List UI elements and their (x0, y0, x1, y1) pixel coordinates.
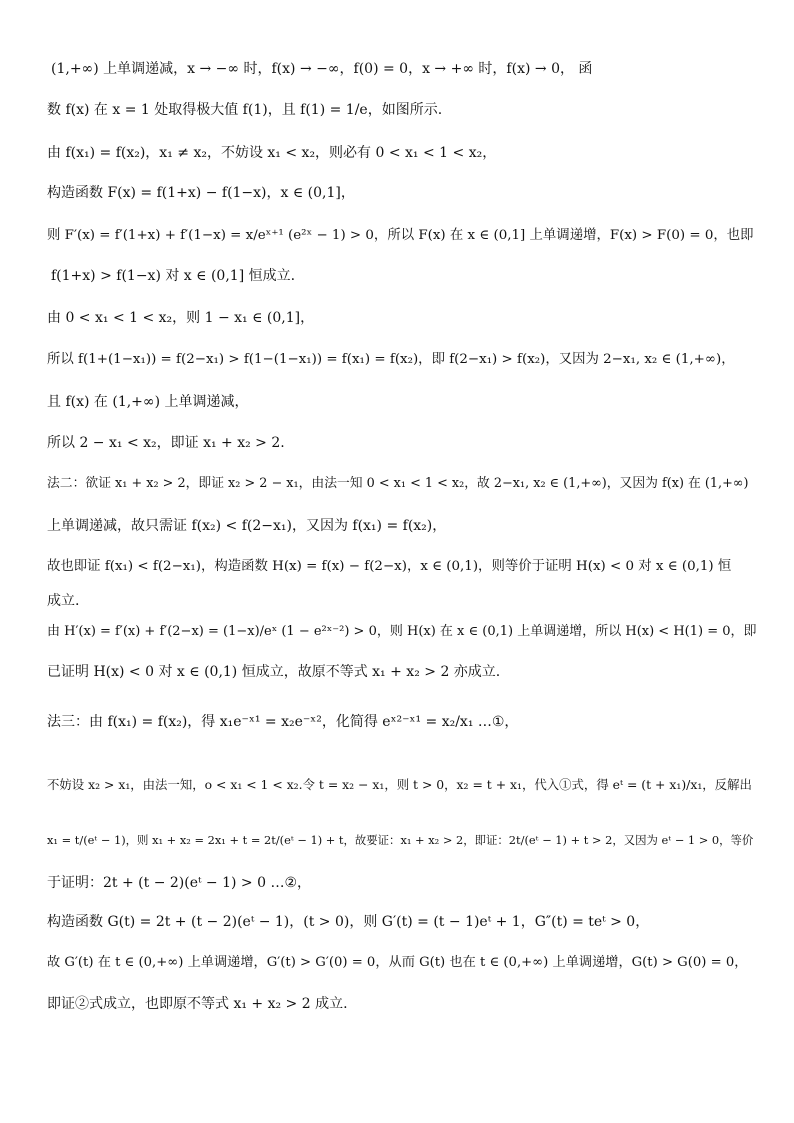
text-line-3: 由 f(x₁) = f(x₂)，x₁ ≠ x₂，不妨设 x₁ < x₂，则必有 0 < x₁ < 1 < x₂， (47, 145, 497, 161)
text-line-16: 已证明 H(x) < 0 对 x ∈ (0,1) 恒成立，故原不等式 x₁ + x₂ > 2 亦成立. (47, 664, 501, 680)
text-line-11: 法二：欲证 x₁ + x₂ > 2，即证 x₂ > 2 − x₁，由法一知 0 < x₁ < 1 < x₂，故 2−x₁, x₂ ∈ (1,+∞)，又因为 f(x) 在 (1,+∞) (47, 476, 749, 491)
text-line-4: 构造函数 F(x) = f(1+x) − f(1−x)，x ∈ (0,1]， (47, 185, 355, 201)
text-line-14: 成立. (47, 593, 80, 609)
text-line-8: 所以 f(1+(1−x₁)) = f(2−x₁) > f(1−(1−x₁)) = f(x₁) = f(x₂)，即 f(2−x₁) > f(x₂)，又因为 2−x₁, x₂ ∈ (1,+∞)， (47, 352, 735, 367)
text-line-17: 法三：由 f(x₁) = f(x₂)，得 x₁e⁻ˣ¹ = x₂e⁻ˣ²，化简得 eˣ²⁻ˣ¹ = x₂/x₁ …①， (47, 714, 519, 730)
text-line-15: 由 H′(x) = f′(x) + f′(2−x) = (1−x)/eˣ (1 − e²ˣ⁻²) > 0，则 H(x) 在 x ∈ (0,1) 上单调递增，所以 H(x) < H(1) = 0，即 (47, 624, 757, 639)
text-line-9: 且 f(x) 在 (1,+∞) 上单调递减， (47, 394, 249, 410)
text-line-2: 数 f(x) 在 x = 1 处取得极大值 f(1)，且 f(1) = 1/e，如图所示. (47, 102, 443, 118)
text-line-21: 构造函数 G(t) = 2t + (t − 2)(eᵗ − 1)，(t > 0)，则 G′(t) = (t − 1)eᵗ + 1，G″(t) = teᵗ > 0， (47, 914, 650, 930)
text-line-13: 故也即证 f(x₁) < f(2−x₁)，构造函数 H(x) = f(x) − f(2−x)，x ∈ (0,1)，则等价于证明 H(x) < 0 对 x ∈ (0,1) 恒 (47, 559, 732, 574)
text-line-22: 故 G′(t) 在 t ∈ (0,+∞) 上单调递增，G′(t) > G′(0) = 0，从而 G(t) 也在 t ∈ (0,+∞) 上单调递增，G(t) > G(0) = 0， (47, 955, 748, 970)
text-line-7: 由 0 < x₁ < 1 < x₂，则 1 − x₁ ∈ (0,1]， (47, 310, 315, 326)
text-line-1: (1,+∞) 上单调递减，x → −∞ 时，f(x) → −∞，f(0) = 0，x → +∞ 时，f(x) → 0， 函 (51, 61, 593, 77)
text-line-23: 即证②式成立，也即原不等式 x₁ + x₂ > 2 成立. (47, 996, 348, 1012)
text-line-12: 上单调递减，故只需证 f(x₂) < f(2−x₁)，又因为 f(x₁) = f(x₂)， (47, 518, 447, 534)
text-line-18: 不妨设 x₂ > x₁，由法一知，o < x₁ < 1 < x₂.令 t = x₂ − x₁，则 t > 0，x₂ = t + x₁，代入①式，得 eᵗ = (t + x₁)/x₁，反解出 (47, 777, 752, 792)
text-line-19: x₁ = t/(eᵗ − 1)，则 x₁ + x₂ = 2x₁ + t = 2t/(eᵗ − 1) + t，故要证：x₁ + x₂ > 2，即证：2t/(eᵗ − 1) + t > 2，又因为 eᵗ − 1 > 0，等价 (47, 833, 754, 847)
text-line-6: f(1+x) > f(1−x) 对 x ∈ (0,1] 恒成立. (51, 268, 296, 284)
text-line-20: 于证明：2t + (t − 2)(eᵗ − 1) > 0 …②， (47, 875, 311, 891)
text-line-10: 所以 2 − x₁ < x₂，即证 x₁ + x₂ > 2. (47, 435, 285, 451)
text-line-5: 则 F′(x) = f′(1+x) + f′(1−x) = x/eˣ⁺¹ (e²ˣ − 1) > 0，所以 F(x) 在 x ∈ (0,1] 上单调递增，F(x) > F(0) = 0，也即 (47, 228, 754, 243)
